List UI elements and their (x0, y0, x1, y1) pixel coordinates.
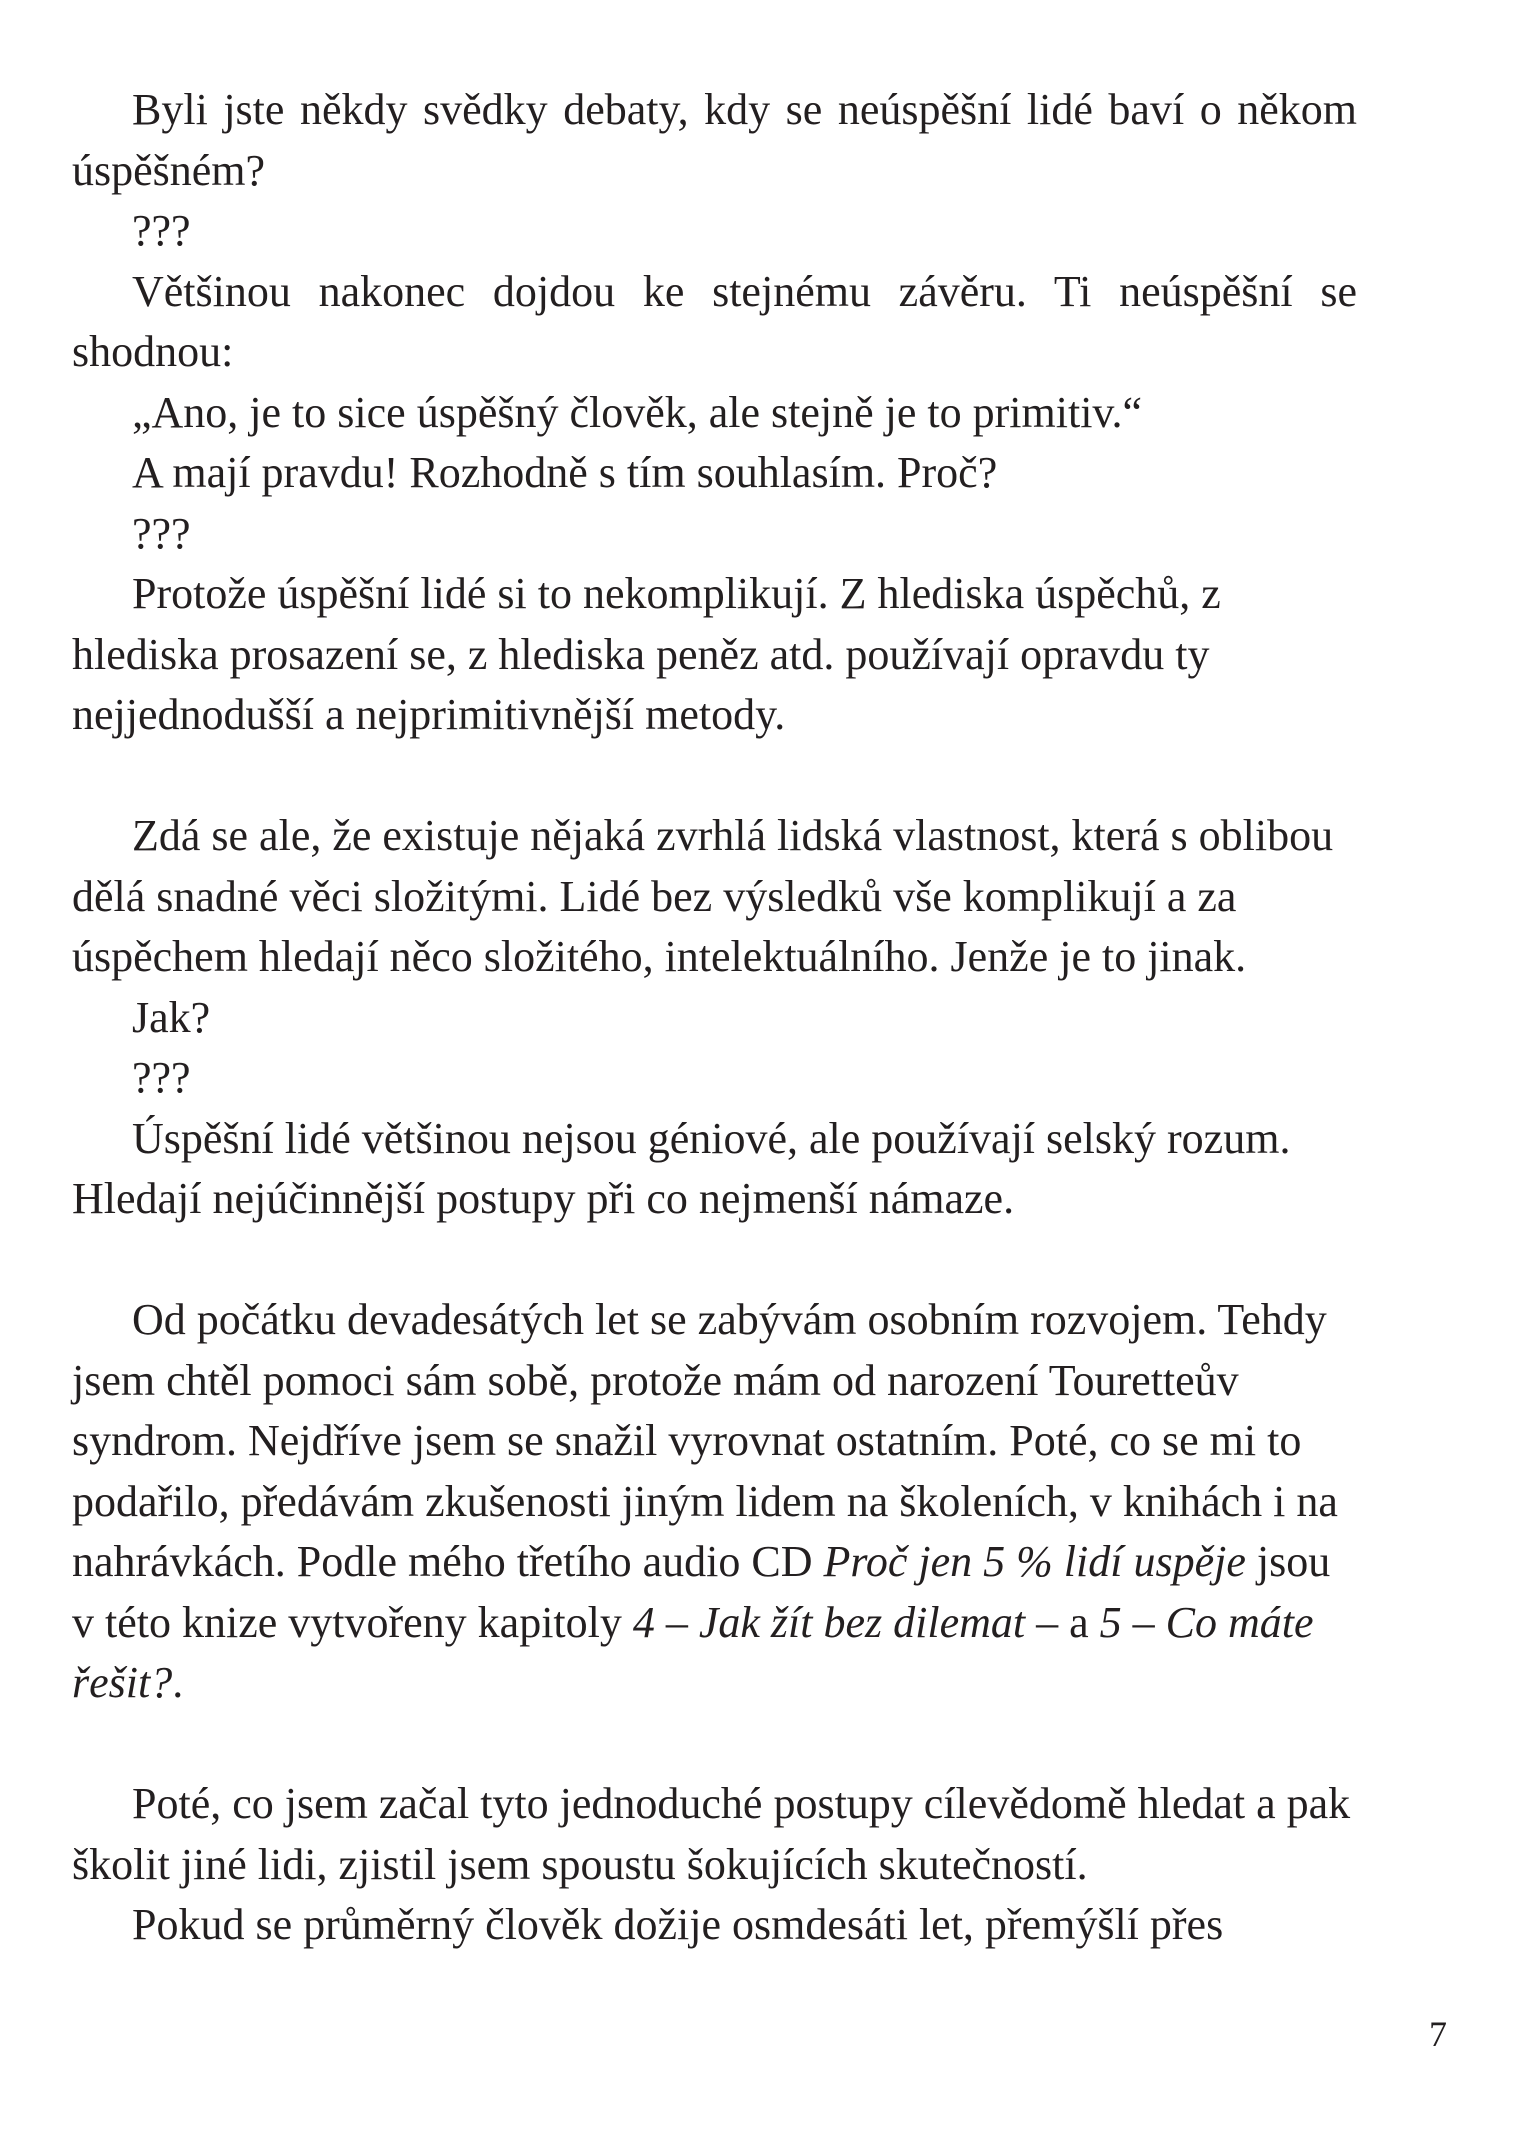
cd-title: Proč jen 5 % lidí uspěje (823, 1537, 1246, 1586)
paragraph-gap (72, 1230, 1357, 1291)
paragraph-gap (72, 1714, 1357, 1775)
paragraph: ??? (132, 206, 191, 255)
paragraph: Byli jste někdy svědky debaty, kdy se neúspěšní lidé baví o někom úspěšném? (72, 85, 1357, 195)
paragraph: Úspěšní lidé většinou nejsou géniové, ale používají selský rozum. Hledají nejúčinnější postupy při co nejmenší námaze. (72, 1113, 1291, 1223)
author-text: jsou v této knize vytvořeny kapitoly (72, 1537, 1331, 1647)
page-body (72, 80, 1357, 1956)
author-paragraph (72, 1290, 1357, 1714)
author-text: – a (1025, 1597, 1100, 1647)
quote-paragraph: „Ano, je to sice úspěšný člověk, ale stejně je to primitiv.“ (132, 387, 1143, 437)
paragraph: Protože úspěšní lidé si to nekomplikují. Z hlediska úspěchů, z hlediska prosazení se, z hlediska peněz atd. používají opravdu ty nejjednodušší a nejprimitivnější metody. (72, 569, 1221, 739)
paragraph: Zdá se ale, že existuje nějaká zvrhlá lidská vlastnost, která s oblibou dělá snadné věci složitými. Lidé bez výsledků vše komplikují a za úspěchem hledají něco složitého, intelektuálního. Jenže je to jinak. (72, 811, 1334, 981)
author-text: . (172, 1658, 184, 1707)
author-text: Od počátku devadesátých let se zabývám osobním rozvojem. Tehdy jsem chtěl pomoci sám sobě, protože mám od narození Touretteův syndrom. Nejdříve jsem se snažil vyrovnat ostatním. Poté, co se mi to podařilo, předávám zkušenosti jiným lidem na školeních, v knihách i na nahrávkách. Podle mého třetího audio CD (72, 1295, 1338, 1586)
paragraph: Většinou nakonec dojdou ke stejnému závěru. Ti neúspěšní se shodnou: (72, 266, 1357, 376)
paragraph: Poté, co jsem začal tyto jednoduché postupy cílevědomě hledat a pak školit jiné lidi, zjistil jsem spoustu šokujících skutečností. (72, 1779, 1351, 1889)
paragraph: ??? (132, 1053, 191, 1102)
paragraph: Jak? (132, 992, 211, 1042)
paragraph-gap (72, 746, 1357, 807)
chapter-5-title: 5 – Co máte řešit? (72, 1597, 1314, 1707)
paragraph: Pokud se průměrný člověk dožije osmdesáti let, přemýšlí přes (132, 1900, 1224, 1949)
paragraph: A mají pravdu! Rozhodně s tím souhlasím. Proč? (132, 448, 998, 497)
chapter-4-title: 4 – Jak žít bez dilemat (632, 1597, 1026, 1647)
page-number: 7 (1429, 2014, 1447, 2054)
paragraph: ??? (132, 508, 191, 558)
